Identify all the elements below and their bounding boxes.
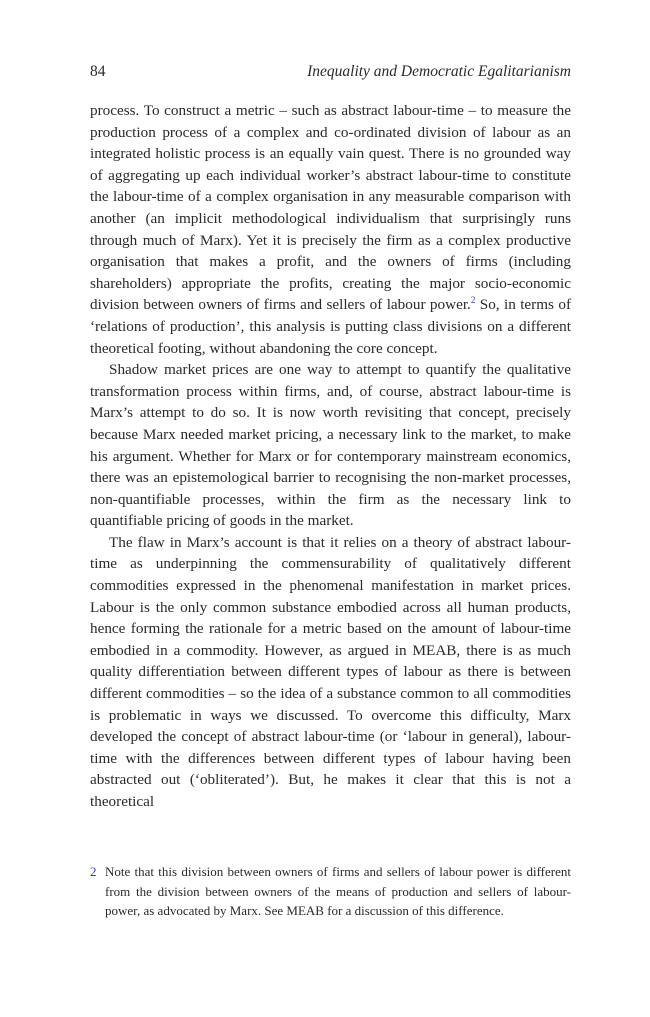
footnote-reference-2[interactable]: 2 <box>470 295 476 306</box>
paragraph-1-text-continued: So, in terms of ‘relations of production’, this analysis is putting class divisions on a different theoretical footing, without abandoning the core concept. <box>90 296 571 357</box>
footnote-text: Note that this division between owners of firms and sellers of labour power is different from the division between owners of the means of production and sellers of labour-power, as advocated by Marx. See MEAB for a discussion of this difference. <box>105 864 571 919</box>
paragraph-3: The flaw in Marx’s account is that it relies on a theory of abstract labour-time as underpinning the commensurability of qualitatively different commodities expressed in the phenomenal manifestation in market prices. Labour is the only common substance embodied across all human products, hence forming the rationale for a metric based on the amount of labour-time embodied in a commodity. However, as argued in MEAB, there is as much quality differentiation between different types of labour as there is between different commodities – so the idea of a substance common to all commodities is problematic in ways we discussed. To overcome this difficulty, Marx developed the concept of abstract labour-time (or ‘labour in general), labour-time with the differences between different types of labour having been abstracted out (‘obliterated’). But, he makes it clear that this is not a theoretical <box>90 533 571 810</box>
body-text <box>90 100 571 813</box>
page-number: 84 <box>90 63 106 80</box>
paragraph-2: Shadow market prices are one way to attempt to quantify the qualitative transformation process within firms, and, of course, abstract labour-time is Marx’s attempt to do so. It is now worth revisiting that concept, precisely because Marx needed market pricing, a necessary link to the market, to make his argument. Whether for Marx or for contemporary mainstream economics, there was an epistemological barrier to recognising the non-market processes, non-quantifiable processes, within the firm as the necessary link to quantifiable pricing of goods in the market. <box>90 361 571 530</box>
page <box>90 62 571 813</box>
running-title: Inequality and Democratic Egalitarianism <box>307 63 571 80</box>
paragraph-1 <box>90 100 571 359</box>
paragraph-1-text: process. To construct a metric – such as abstract labour-time – to measure the production process of a complex and co-ordinated division of labour as an integrated holistic process is an equally vain quest. There is no grounded way of aggregating up each individual worker’s abstract labour-time to constitute the labour-time of a complex organisation in any measurable comparison with another (an implicit methodological individualism that surprisingly runs through much of Marx). Yet it is precisely the firm as a complex productive organisation that makes a profit, and the owners of firms (including shareholders) appropriate the profits, creating the major socio-economic division between owners of firms and sellers of labour power. <box>90 102 571 314</box>
footnote-number: 2 <box>90 864 97 879</box>
footnote-2 <box>90 862 571 921</box>
running-head <box>90 62 571 82</box>
footnotes <box>90 862 571 921</box>
